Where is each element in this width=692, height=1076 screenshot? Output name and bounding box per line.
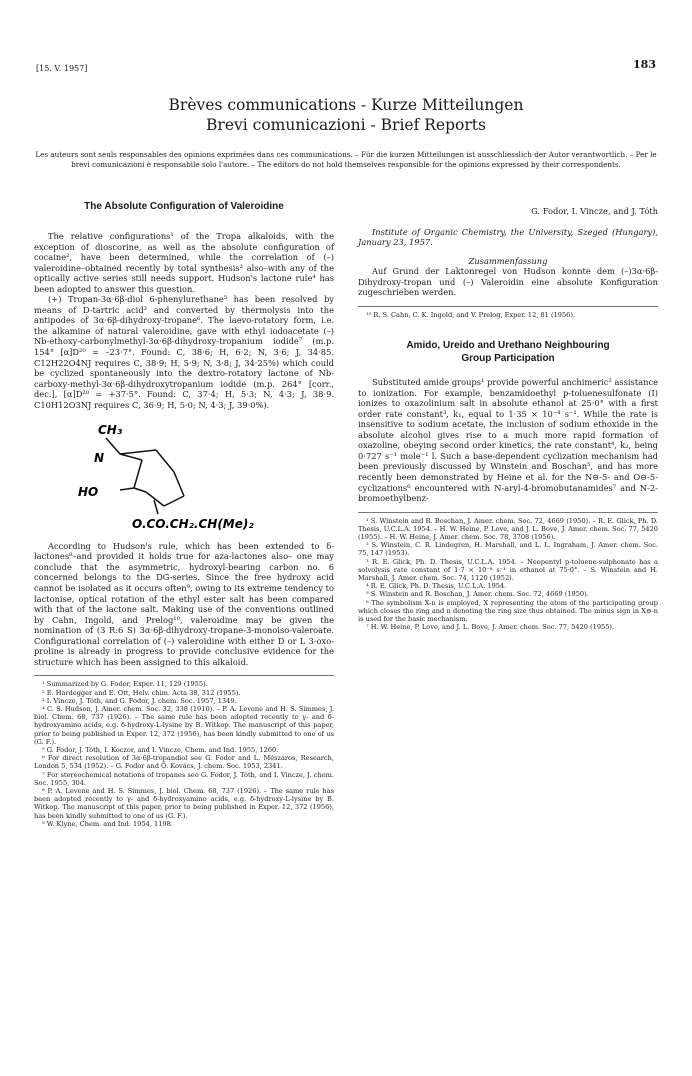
paragraph: (+) Tropan-3α·6β-diol 6-phenylurethane⁵ has been resolved by means of D-tartric acid³ and converted by thermolysis into the antipodes of 3α·6β-dihydroxy-tropane⁶. The laevo-rotatory form, i.e. the alkamine of natural valeroidine, gave with ethyl iodoacetate (–) Nb-ethoxy-carbonylmethyl-3α·6β-dihydroxy-tropanium iodide⁷ (m.p. 154° [α]D²⁰ = –23·7°. Found: C, 38·6; H, 6·2; N, 3·6; J, 34·85. C12H22O4NJ requires C, 38·9; H, 5·9; N, 3·8; J, 34·25%) which could be cyclized spontaneously into the dextro-rotatory lactone of Nb-carboxy-methyl-3α·6β-dihydroxytropanium iodide (m.p. 264° [corr., dec.], [α]D²⁰ = +37·5°. Found: C, 37·4; H, 5·3; N, 4·3; J, 38·9. C10H12O3NJ requires C, 36·9; H, 5·0; N, 4·3; J, 39·0%). — [34, 294, 334, 410]
footnote: ¹ S. Winstein and R. Boschan, J. Amer. chem. Soc. 72, 4669 (1950). – R. E. Glick, Ph. D. Thesis, U.C.L.A. 1954. – H. W. Heine, P. Love, and J. L. Bove, J. Amer. chem. Soc. 77, 5420 (1955). – H. W. Heine, J. Amer. chem. Soc. 78, 3708 (1956). — [358, 516, 658, 541]
footnote: ³ I. Vincze, J. Tóth, and G. Fodor, J. chem. Soc. 1957, 1349. — [42, 696, 237, 705]
footnote: ⁵ S. Winstein and R. Boschan, J. Amer. chem. Soc. 72, 4669 (1950). — [366, 590, 589, 599]
paragraph: According to Hudson's rule, which has been extended to δ-lactones⁸–and provided it holds true for aza-lactones also– one may conclude that the asymmetric, hydroxyl-bearing carbon no. 6 concerned belongs to the DG-series. Since the free hydroxy acid cannot be isolated as it occurs often⁹, owing to its extreme tendency to lactonise, optical rotation of the ethyl ester salt has been compared with that of the lactone salt. Making use of the conventions outlined by Cahn, Ingold, and Prelog¹⁰, valeroidine may be given the nomination of (3 R:6 S) 3α·6β-dihydroxy-tropane-3-monoiso-valeroate. Configurational correlation of (–) valeroidine with either D or L 3-oxo-proline is already in progress to provide conclusive evidence for the structure which has been assigned to this alkaloid. — [34, 540, 334, 667]
left-column — [34, 200, 334, 828]
paragraph: Substituted amide groups¹ provide powerful anchimeric² assistance to ionization. For example, benzamidoethyl p-toluenesulfonate (I) ionizes to oxazolinium salt in absolute ethanol at 25·0° with a first order rate constant³, k₁, equal to 1·35 × 10⁻⁴ s⁻¹. While the rate is insensitive to sodium acetate, the inclusion of sodium ethoxide in the absolute alcohol gives rise to a much more rapid formation of oxazoline, obeying second order kinetics, the rate constant⁴, k₂, being 0·727 s⁻¹ mole⁻¹ l. Such a base-dependent cyclization mechanism had been previously discussed by Winstein and Boschan⁵, and has more recently been demonstrated by Heine et al. for the N⊖-5- and O⊖-5-cyclizations⁶ encountered with N-aryl-4-bromobutanamides⁷ and N-2-bromoethylbenz- — [358, 377, 658, 504]
article-title-valeroidine: The Absolute Configuration of Valeroidine — [84, 201, 284, 212]
article-title-amido-line-2: Group Participation — [461, 353, 555, 365]
editorial-note: Les auteurs sont seuls responsables des opinions exprimées dans ces communications. – Für die kurzen Mitteilungen ist ausschliesslich der Autor verantwortlich. – Per le brevi comunicazioni è responsabile solo l'autore. – The editors do not hold themselves responsible for the opinions expressed by their correspondents. — [35, 150, 657, 169]
footnote: ⁵ G. Fodor, J. Tóth, I. Koczor, and I. Vincze, Chem. and Ind. 1955, 1260. — [42, 746, 279, 755]
section-title-line-1: Brèves communications - Kurze Mitteilungen — [168, 96, 524, 114]
footnotes-amido — [358, 512, 658, 632]
footnote: ⁴ R. E. Glick, Ph. D. Thesis, U.C.L.A. 1954. — [366, 582, 507, 591]
section-title-line-2: Brevi comunicazioni - Brief Reports — [206, 116, 486, 134]
footnote: ⁶ For direct resolution of 3α·6β-tropandiol see G. Fodor and L. Mészáros, Research, London 5, 534 (1952). – G. Fodor and Ö. Kovács, J. chem. Soc. 1953, 2341. — [34, 754, 334, 771]
page-number: 183 — [633, 58, 656, 71]
footnotes-valeroidine — [34, 675, 334, 828]
header-date: [15. V. 1957] — [36, 64, 88, 73]
footnote: ³ R. E. Glick, Ph. D. Thesis, U.C.L.A. 1954. – Neopentyl p-toluene-sulphonate has a solvolysis rate constant of 1·7 × 10⁻⁸ s⁻¹ in ethanol at 75·0°. – S. Winstein and H. Marshall, J. Amer. chem. Soc. 74, 1120 (1952). — [358, 557, 658, 583]
paragraph: The relative configurations¹ of the Tropa alkaloids, with the exception of dioscorine, as well as the absolute configuration of cocaine², have been determined, while the correlation of (–) valeroidine–obtained recently by total synthesis³ also–with any of the optically active series still needs support. Hudson's lactone rule⁴ has been adopted to answer this question. — [34, 231, 334, 294]
zusammenfassung-text: Auf Grund der Laktonregel von Hudson konnte dem (–)3α·6β-Dihydroxy-tropan und (–) Valeroidin eine absolute Konfiguration zugeschrieben werden. — [358, 266, 658, 298]
authors: G. Fodor, I. Vincze, and J. Tóth — [531, 206, 658, 216]
footnote: ⁹ W. Klyne, Chem. and Ind. 1954, 1198. — [42, 819, 173, 828]
footnote: ⁸ P. A. Levene and H. S. Simmes, J. biol. Chem. 68, 737 (1926). – The same rule has been adopted recently to γ- and δ-hydroxyamino acids, e.g. δ-hydroxy-L-lysine by B. Witkop. The manuscript of this paper, prior to being published in Exper. 12, 372 (1956), has been kindly submitted to one of us (G. F.). — [34, 787, 334, 820]
footnote: ⁷ For stereochemical notations of tropanes see G. Fodor, J. Tóth, and I. Vincze, J. chem. Soc. 1955, 304. — [34, 770, 334, 787]
footnote: ⁴ C. S. Hudson, J. Amer. chem. Soc. 32, 338 (1910). – P. A. Levene and H. S. Simmes, J. biol. Chem. 68, 737 (1926). – The same rule has been adopted recently to γ- and δ-hydroxyamino acids, e.g. δ-hydroxy-L-lysine by B. Witkop. The manuscript of this paper, prior to being published in Exper. 12, 372 (1956), has been kindly submitted to one of us (G. F.). — [34, 705, 334, 746]
hydroxyl-label: HO — [78, 485, 99, 500]
methyl-label: CH₃ — [98, 423, 123, 438]
right-column — [358, 200, 658, 631]
footnote: ¹⁰ R. S. Cahn, C. K. Ingold, and V. Prelog, Exper. 12, 81 (1956). — [366, 310, 575, 319]
footnote: ⁷ H. W. Heine, P. Love, and J. L. Bove, J. Amer. chem. Soc. 77, 5420 (1955). — [366, 623, 615, 632]
zusammenfassung-heading: Zusammenfassung — [468, 255, 548, 266]
institute-affiliation: Institute of Organic Chemistry, the University, Szeged (Hungary), January 23, 1957. — [358, 226, 658, 248]
footnote: ² S. Winstein, C. R. Lindegren, H. Marshall, and L. L. Ingraham, J. Amer. chem. Soc. 75, 147 (1953). — [358, 541, 658, 558]
footnote: ⁶ The symbolism X-n is employed, X representing the atom of the participating group which closes the ring and n denoting the ring size thus obtained. The minus sign in X⊖-n is used for the basic mechanism. — [358, 598, 658, 624]
article-title-amido-line-1: Amido, Ureido and Urethano Neighbouring — [406, 340, 610, 352]
structure-formula — [34, 410, 334, 538]
footnote: ² E. Hardegger and E. Ott, Helv. chim. Acta 38, 312 (1955). — [42, 688, 241, 697]
ester-label: O.CO.CH₂.CH(Me)₂ — [132, 517, 254, 532]
n-label: N — [94, 451, 105, 466]
footnote-10 — [358, 306, 658, 319]
footnote: ¹ Summarized by G. Fodor, Exper. 11, 129 (1955). — [42, 680, 208, 689]
